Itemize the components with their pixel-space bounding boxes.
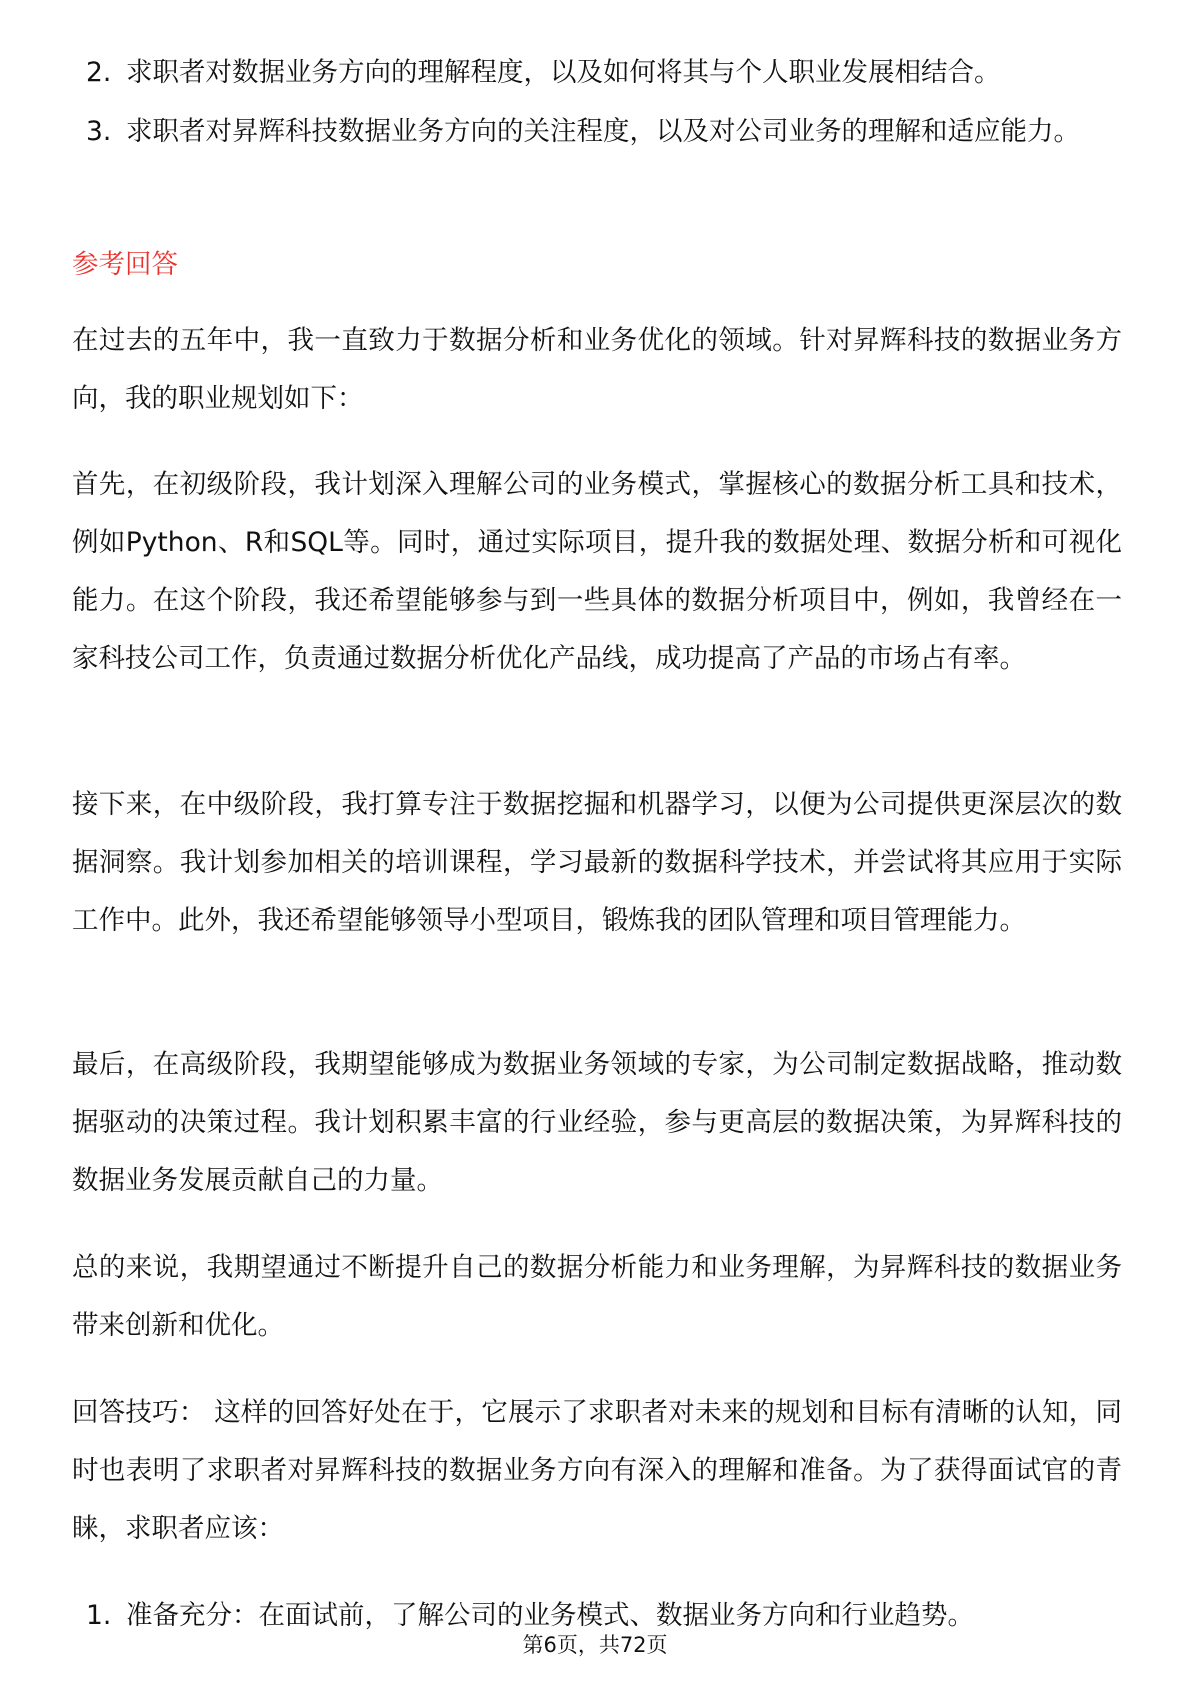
list-text: 准备充分：在面试前，了解公司的业务模式、数据业务方向和行业趋势。 bbox=[126, 1600, 974, 1631]
list-number: 3. bbox=[86, 116, 112, 147]
page-footer: 第6页，共72页 bbox=[522, 1633, 668, 1657]
list-text: 求职者对昇辉科技数据业务方向的关注程度，以及对公司业务的理解和适应能力。 bbox=[126, 116, 1080, 147]
paragraph: 接下来，在中级阶段，我打算专注于数据挖掘和机器学习，以便为公司提供更深层次的数据洞察。我计划参加相关的培训课程，学习最新的数据科学技术，并尝试将其应用于实际工作中。此外，我还希望能够领导小型项目，锻炼我的团队管理和项目管理能力。 bbox=[72, 789, 1122, 936]
list-item bbox=[86, 44, 1122, 102]
list-number: 2. bbox=[86, 57, 112, 88]
list-item bbox=[86, 103, 1122, 161]
section-heading: 参考回答 bbox=[72, 249, 178, 280]
paragraph: 首先，在初级阶段，我计划深入理解公司的业务模式，掌握核心的数据分析工具和技术，例如Python、R和SQL等。同时，通过实际项目，提升我的数据处理、数据分析和可视化能力。在这个阶段，我还希望能够参与到一些具体的数据分析项目中，例如，我曾经在一家科技公司工作，负责通过数据分析优化产品线，成功提高了产品的市场占有率。 bbox=[72, 469, 1122, 674]
paragraph: 在过去的五年中，我一直致力于数据分析和业务优化的领域。针对昇辉科技的数据业务方向，我的职业规划如下： bbox=[72, 325, 1122, 414]
paragraph: 总的来说，我期望通过不断提升自己的数据分析能力和业务理解，为昇辉科技的数据业务带来创新和优化。 bbox=[72, 1252, 1122, 1341]
paragraph: 最后，在高级阶段，我期望能够成为数据业务领域的专家，为公司制定数据战略，推动数据驱动的决策过程。我计划积累丰富的行业经验，参与更高层的数据决策，为昇辉科技的数据业务发展贡献自己的力量。 bbox=[72, 1049, 1122, 1196]
list-text: 求职者对数据业务方向的理解程度，以及如何将其与个人职业发展相结合。 bbox=[126, 57, 1001, 88]
list-number: 1. bbox=[86, 1600, 112, 1631]
paragraph: 回答技巧： 这样的回答好处在于，它展示了求职者对未来的规划和目标有清晰的认知，同时也表明了求职者对昇辉科技的数据业务方向有深入的理解和准备。为了获得面试官的青睐，求职者应该： bbox=[72, 1397, 1122, 1544]
